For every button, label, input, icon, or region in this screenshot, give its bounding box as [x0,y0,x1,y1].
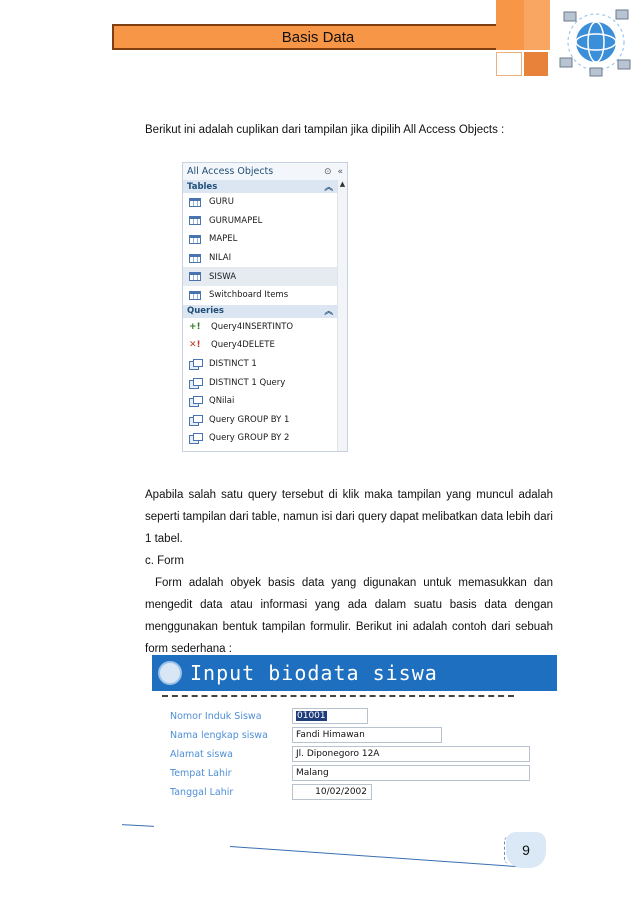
form-row: Tanggal Lahir 10/02/2002 [170,784,372,800]
select-query-icon [189,415,201,425]
select-query-icon [189,378,201,388]
nav-pane-title-bar[interactable] [183,163,347,180]
select-query-icon [189,359,201,369]
query-item[interactable]: DISTINCT 1 Query [183,373,337,392]
address-field[interactable]: Jl. Diponegoro 12A [292,746,530,762]
nav-pane-title: All Access Objects [187,166,274,177]
table-icon [189,198,201,207]
query-item[interactable]: DISTINCT 1 [183,355,337,374]
nis-field[interactable]: 01001 [292,708,368,724]
footer-line [230,846,519,867]
form-screenshot [152,655,557,805]
name-field[interactable]: Fandi Himawan [292,727,442,743]
dropdown-icon[interactable]: ⊙ [323,166,332,177]
birthplace-field[interactable]: Malang [292,765,530,781]
network-globe-icon [556,4,634,78]
table-icon [189,272,201,281]
form-header [152,655,557,691]
school-emblem-icon [158,661,182,685]
form-row: Nama lengkap siswa Fandi Himawan [170,727,442,743]
header-decoration [496,0,552,78]
append-query-icon: +! [189,321,201,332]
table-item[interactable]: NILAI [183,249,337,268]
form-row: Tempat Lahir Malang [170,765,530,781]
delete-query-icon: ✕! [189,340,201,351]
intro-text: Berikut ini adalah cuplikan dari tampilan jika dipilih All Access Objects : [145,124,505,136]
table-item[interactable]: Switchboard Items [183,286,337,305]
select-query-icon [189,396,201,406]
query-item[interactable]: +! Query4INSERTINTO [189,321,294,332]
table-item[interactable]: SISWA [183,267,337,286]
form-title: Input biodata siswa [190,661,438,685]
header-title: Basis Data [281,28,355,46]
dashed-divider [162,695,514,697]
table-item[interactable]: MAPEL [183,230,337,249]
page-number: 9 [506,832,546,868]
header-bar [112,24,524,50]
scroll-up-icon[interactable]: ▲ [339,180,346,188]
table-icon [189,291,201,300]
nav-scrollbar[interactable] [337,180,347,451]
access-navigation-pane [182,162,348,452]
group-header-tables[interactable]: Tables ︽ [183,180,337,193]
collapse-group-icon[interactable]: ︽ [324,307,333,318]
collapse-group-icon[interactable]: ︽ [324,182,333,193]
query-item[interactable]: Query GROUP BY 1 [183,411,337,430]
birthdate-field[interactable]: 10/02/2002 [292,784,372,800]
form-row: Nomor Induk Siswa 01001 [170,708,368,724]
table-item[interactable]: GURUMAPEL [183,212,337,231]
query-item[interactable]: Query GROUP BY 2 [183,429,337,448]
select-query-icon [189,433,201,443]
query-item[interactable]: ✕! Query4DELETE [189,340,275,351]
table-icon [189,216,201,225]
group-header-queries[interactable]: Queries ︽ [183,305,337,318]
query-item[interactable]: QNilai [183,392,337,411]
form-row: Alamat siswa Jl. Diponegoro 12A [170,746,530,762]
collapse-pane-icon[interactable]: « [337,166,343,177]
table-icon [189,254,201,263]
paragraph-query-description: Apabila salah satu query tersebut di klik maka tampilan yang muncul adalah seperti tampilan dari table, namun isi dari query dapat melibatkan data lebih dari 1 tabel. [145,489,553,545]
paragraph-form-description: Form adalah obyek basis data yang digunakan untuk memasukkan dan mengedit data atau informasi yang ada dalam suatu basis data dengan menggunakan bentuk tampilan formulir. Berikut ini adalah contoh dari sebuah form sederhana : [145,577,553,655]
table-icon [189,235,201,244]
section-heading-form: c. Form [145,555,184,567]
table-item[interactable]: GURU [183,193,337,212]
footer-line [122,824,154,827]
